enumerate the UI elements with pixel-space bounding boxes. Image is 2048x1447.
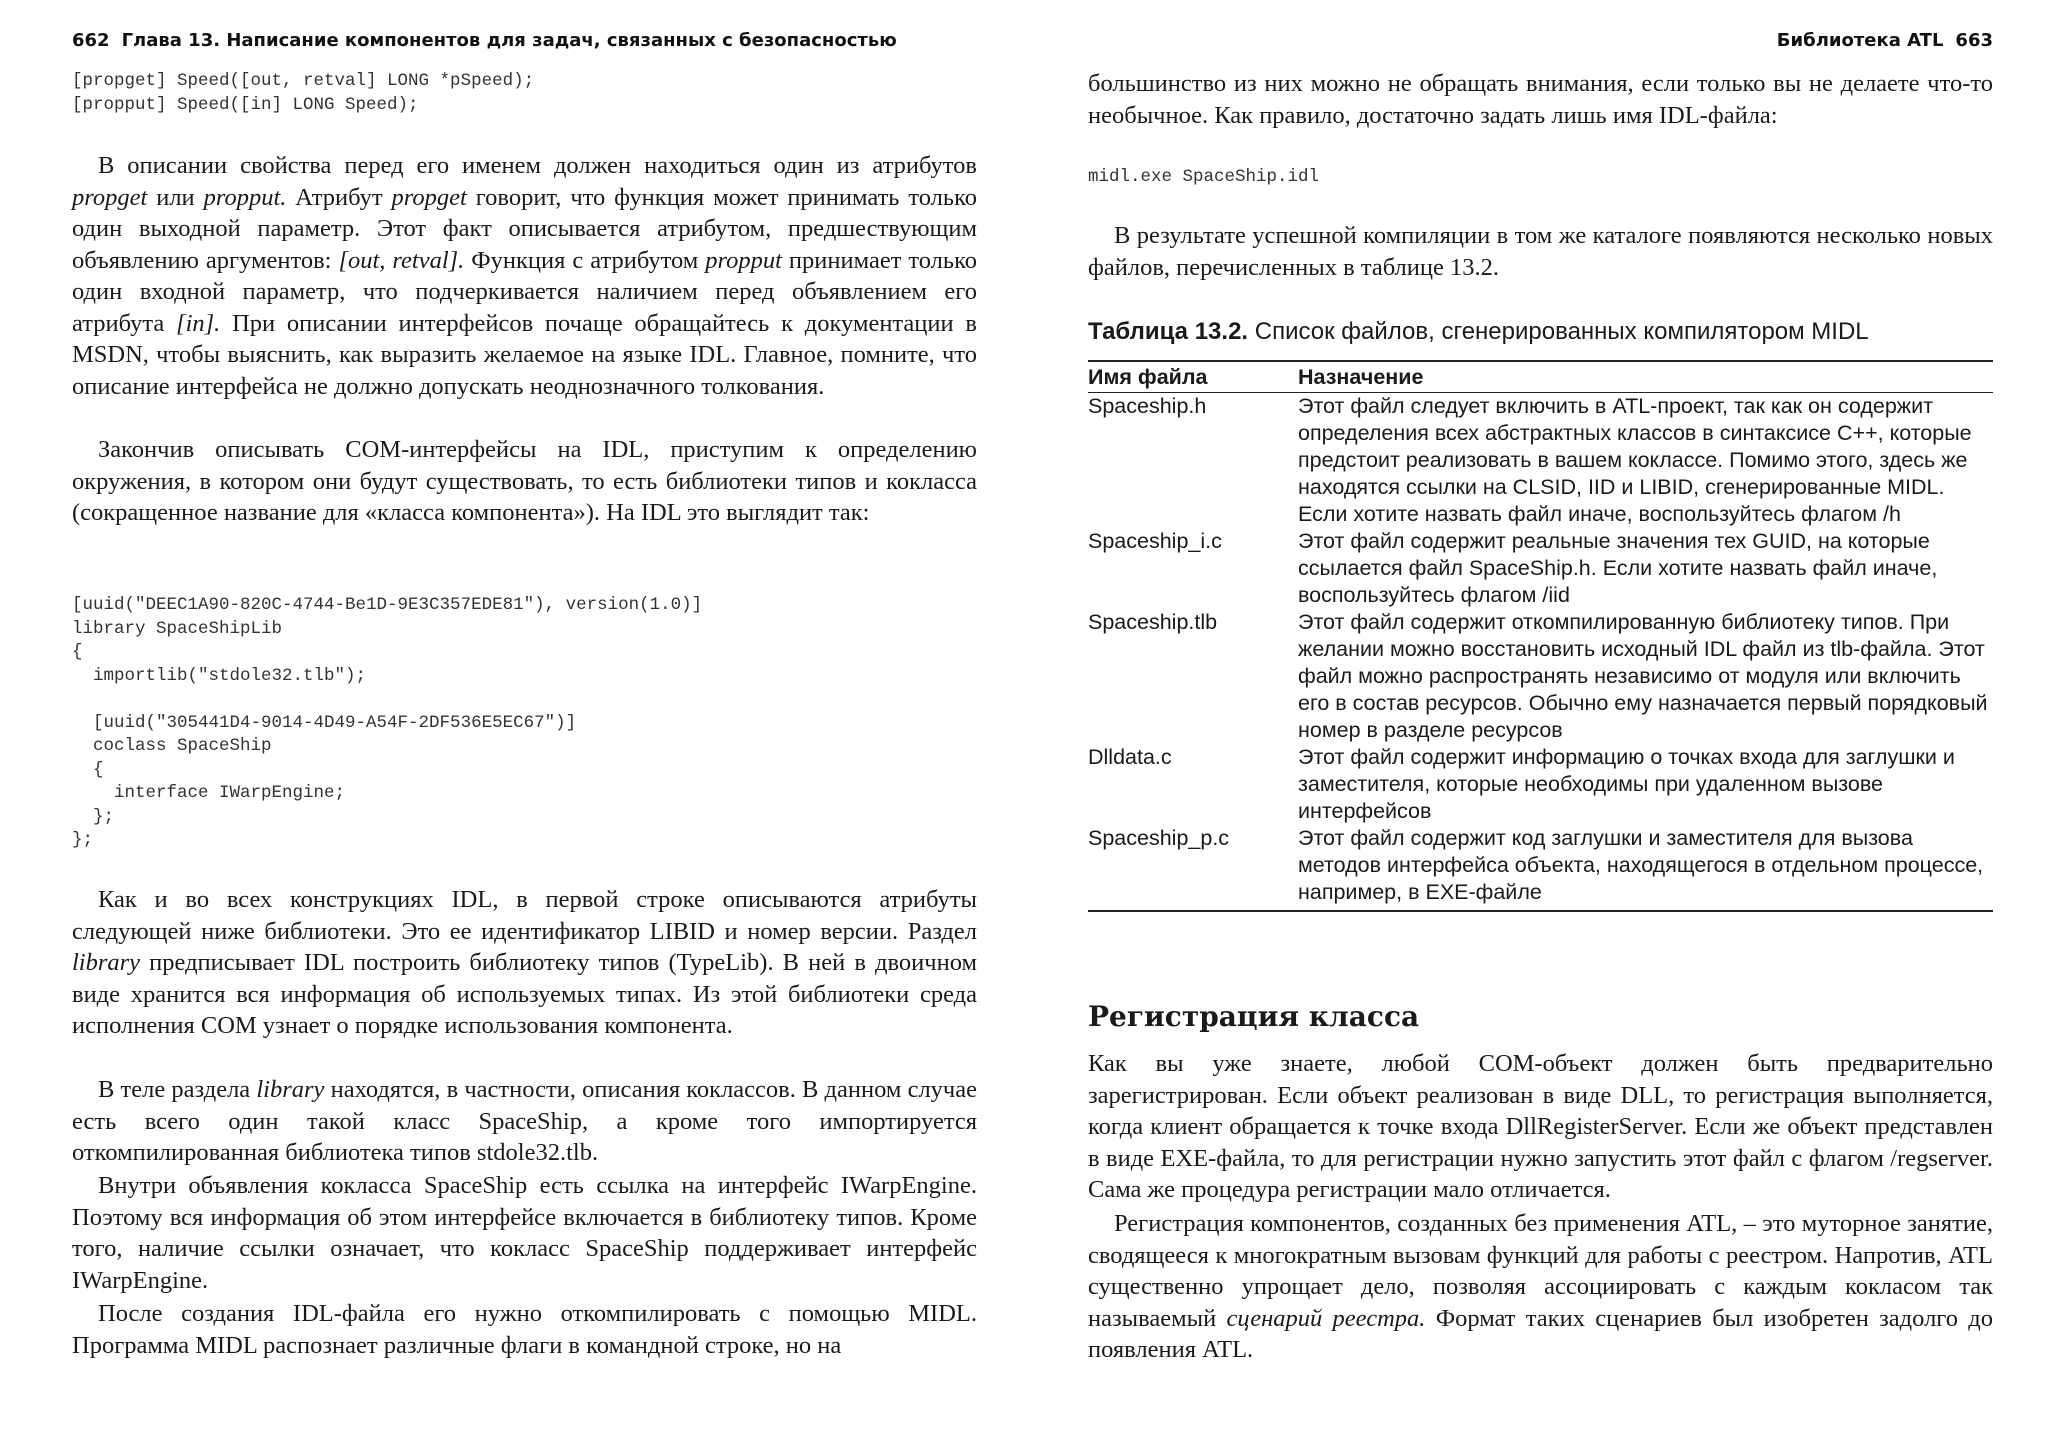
- midl-files-table: [1088, 318, 1993, 912]
- left-paragraph-3: Как и во всех конструкциях IDL, в первой строке описываются атрибуты следующей ниже библиотеки. Это ее идентификатор LIBID и номер версии. Раздел library предписывает IDL построить библиотеку типов (TypeLib). В ней в двоичном виде хранится вся информация об используемых типах. Из этой библиотеки среда исполнения COM узнает о порядке использования компонента.: [72, 886, 977, 1039]
- right-page-number: 663: [1955, 30, 1993, 51]
- code-line: {: [72, 642, 83, 662]
- left-paragraph-4: В теле раздела library находятся, в частности, описания коклассов. В данном случае есть всего один такой класс SpaceShip, а кроме того импортируется откомпилированная библиотека типов stdole32.tlb.: [72, 1076, 977, 1166]
- right-paragraph-3: Как вы уже знаете, любой COM-объект должен быть предварительно зарегистрирован. Если объект реализован в виде DLL, то регистрация выполняется, когда клиент обращается к точке входа DllRegisterServer. Если же объект представлен в виде EXE-файла, то для регистрации нужно запустить этот файл с флагом /regserver. Сама же процедура регистрации мало отличается.: [1088, 1050, 1993, 1203]
- left-paragraph-6: После создания IDL-файла его нужно откомпилировать с помощью MIDL. Программа MIDL распознает различные флаги в командной строке, но на: [72, 1300, 977, 1359]
- table-header-row: [1088, 361, 1993, 393]
- file-description-cell: Этот файл содержит код заглушки и заместителя для вызова методов интерфейса объекта, находящегося в отдельном процессе, например, в EXE-файле: [1298, 825, 1993, 911]
- right-page: [1088, 0, 1993, 1447]
- file-name-cell: Spaceship.tlb: [1088, 610, 1218, 634]
- code-line: [propget] Speed([out, retval] LONG *pSpeed);: [72, 71, 535, 91]
- file-name-cell: Spaceship.h: [1088, 394, 1207, 418]
- left-running-header: [72, 30, 897, 51]
- right-paragraph-1: большинство из них можно не обращать внимания, если только вы не делаете что-то необычное. Как правило, достаточно задать лишь имя IDL-файла:: [1088, 70, 1993, 129]
- left-running-head-title: Глава 13. Написание компонентов для задач, связанных с безопасностью: [121, 30, 897, 51]
- code-line: {: [72, 759, 104, 780]
- code-line: importlib("stdole32.tlb");: [72, 665, 367, 686]
- left-page: [72, 0, 977, 1447]
- table-caption: Таблица 13.2. Список файлов, сгенерированных компилятором MIDL: [1088, 318, 1869, 345]
- table-row: [1088, 528, 1993, 609]
- column-header-purpose: Назначение: [1298, 361, 1993, 393]
- code-line: [uuid("305441D4-9014-4D49-A54F-2DF536E5EC67")]: [72, 712, 577, 733]
- file-description-cell: Этот файл содержит откомпилированную библиотеку типов. При желании можно восстановить исходный IDL файл из tlb-файла. Этот файл можно распространять независимо от модуля или включить его в состав ресурсов. Обычно ему назначается первый порядковый номер в разделе ресурсов: [1298, 610, 1988, 742]
- left-code-block-1: [72, 70, 977, 117]
- table-row: [1088, 609, 1993, 744]
- file-description-cell: Этот файл содержит информацию о точках входа для заглушки и заместителя, которые необходимы при удаленном вызове интерфейсов: [1298, 745, 1955, 823]
- left-code-block-2: [72, 594, 977, 853]
- code-line: };: [72, 806, 115, 827]
- code-line: interface IWarpEngine;: [72, 783, 346, 803]
- right-running-head-title: Библиотека ATL: [1776, 30, 1944, 51]
- right-paragraph-2: В результате успешной компиляции в том же каталоге появляются несколько новых файлов, перечисленных в таблице 13.2.: [1088, 222, 1993, 281]
- column-header-file: Имя файла: [1088, 361, 1298, 393]
- code-line: [uuid("DEEC1A90-820C-4744-Be1D-9E3C357EDE81"), version(1.0)]: [72, 595, 703, 615]
- right-paragraph-4: Регистрация компонентов, созданных без применения ATL, – это муторное занятие, сводящееся к многократным вызовам функций для работы с реестром. Напротив, ATL существенно упрощает дело, позволяя ассоциировать с каждым кокласом так называемый сценарий реестра. Формат таких сценариев был изобретен задолго до появления ATL.: [1088, 1210, 1993, 1363]
- right-code-block: midl.exe SpaceShip.idl: [1088, 167, 1320, 187]
- section-heading: Регистрация класса: [1088, 1000, 1420, 1033]
- right-running-header: [1777, 30, 1993, 51]
- file-name-cell: Dlldata.c: [1088, 745, 1172, 769]
- left-paragraph-2: Закончив описывать COM-интерфейсы на IDL, приступим к определению окружения, в котором они будут существовать, то есть библиотеки типов и кокласса (сокращенное название для «класса компонента»). На IDL это выглядит так:: [72, 436, 977, 526]
- left-page-number: 662: [72, 30, 110, 51]
- table-row: [1088, 393, 1993, 529]
- code-line: library SpaceShipLib: [72, 618, 283, 639]
- code-line: coclass SpaceShip: [72, 736, 272, 756]
- left-paragraph-1: В описании свойства перед его именем должен находиться один из атрибутов propget или propput. Атрибут propget говорит, что функция может принимать только один выходной параметр. Этот факт описывается атрибутом, предшествующим объявлению аргументов: [out, retval]. Функция с атрибутом propput принимает только один входной параметр, что подчеркивается наличием перед объявлением его атрибута [in]. При описании интерфейсов почаще обращайтесь к документации в MSDN, чтобы выяснить, как выразить желаемое на языке IDL. Главное, помните, что описание интерфейса не должно допускать неоднозначного толкования.: [72, 152, 977, 400]
- left-paragraph-5: Внутри объявления кокласса SpaceShip есть ссылка на интерфейс IWarpEngine. Поэтому вся информация об этом интерфейсе включается в библиотеку типов. Кроме того, наличие ссылки означает, что кокласс SpaceShip поддерживает интерфейс IWarpEngine.: [72, 1172, 977, 1294]
- file-name-cell: Spaceship_i.c: [1088, 529, 1222, 553]
- code-line: [propput] Speed([in] LONG Speed);: [72, 94, 419, 115]
- table-row: [1088, 825, 1993, 911]
- file-name-cell: Spaceship_p.c: [1088, 825, 1298, 911]
- file-description-cell: Этот файл следует включить в ATL-проект, так как он содержит определения всех абстрактных классов в синтаксисе C++, которые предстоит реализовать в вашем коклассе. Помимо этого, здесь же находятся ссылки на CLSID, IID и LIBID, сгенерированные MIDL. Если хотите назвать файл иначе, воспользуйтесь флагом /h: [1298, 394, 1972, 526]
- code-line: };: [72, 830, 94, 850]
- table-row: [1088, 744, 1993, 825]
- file-description-cell: Этот файл содержит реальные значения тех GUID, на которые ссылается файл SpaceShip.h. Если хотите назвать файл иначе, воспользуйтесь флагом /iid: [1298, 529, 1938, 607]
